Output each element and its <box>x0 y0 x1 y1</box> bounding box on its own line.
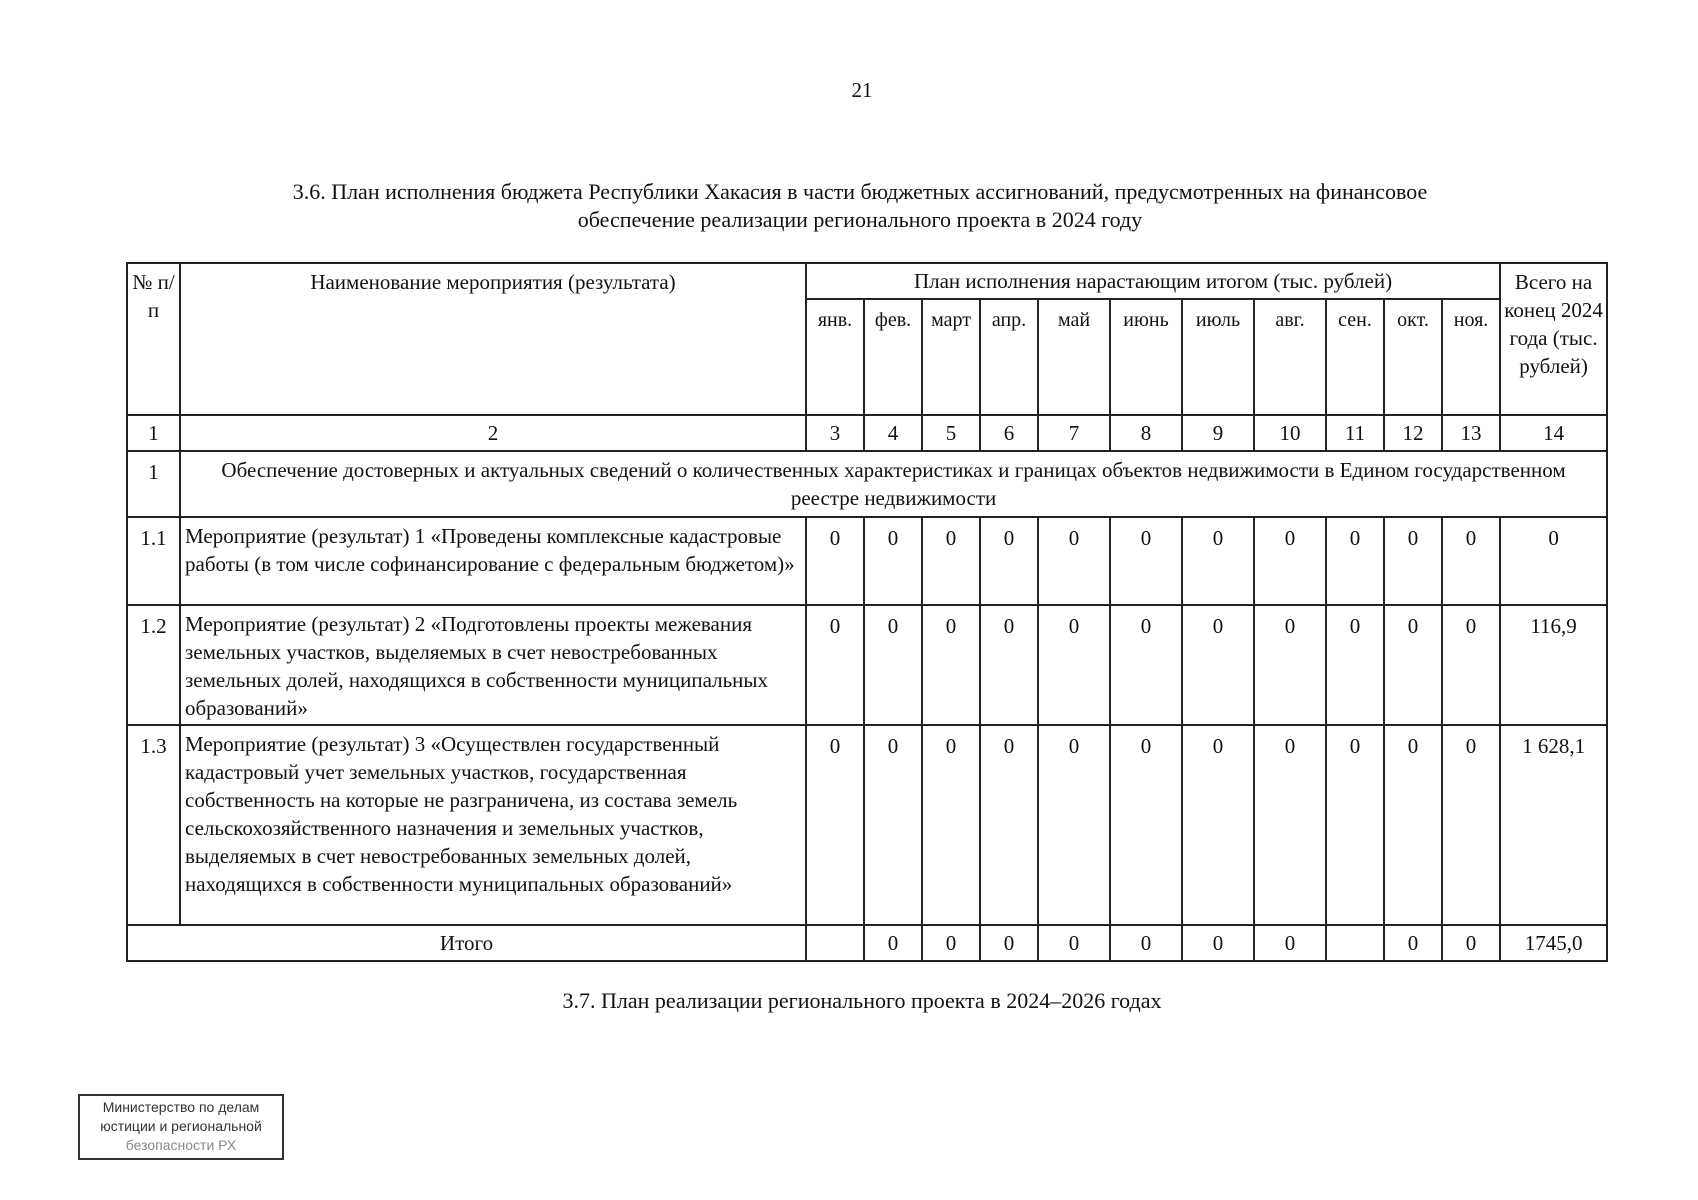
column-number: 13 <box>1442 415 1500 451</box>
column-number: 5 <box>922 415 980 451</box>
month-value: 0 <box>1326 605 1384 725</box>
month-value: 0 <box>1254 517 1326 605</box>
page-number: 21 <box>851 78 873 102</box>
row-name: Мероприятие (результат) 3 «Осуществлен государственный кадастровый учет земельных участков, государственная собственность на которые не разграничена, из состава земель сельскохозяйственного назначения и земельных участков, выделяемых в счет невостребованных земельных долей, находящихся в собственности муниципальных образований» <box>180 725 806 925</box>
section-title: Обеспечение достоверных и актуальных сведений о количественных характеристиках и границах объектов недвижимости в Едином государственном реестре недвижимости <box>180 451 1607 517</box>
month-value: 0 <box>1442 517 1500 605</box>
month-value: 0 <box>1254 725 1326 925</box>
section-num: 1 <box>127 451 180 517</box>
sum-month-value: 0 <box>1182 925 1254 961</box>
sum-total: 1745,0 <box>1500 925 1607 961</box>
header-month: янв. <box>806 299 864 415</box>
sum-label: Итого <box>127 925 806 961</box>
row-name: Мероприятие (результат) 2 «Подготовлены проекты межевания земельных участков, выделяемых в счет невостребованных земельных долей, находящихся в собственности муниципальных образований» <box>180 605 806 725</box>
row-total: 0 <box>1500 517 1607 605</box>
month-value: 0 <box>1182 725 1254 925</box>
header-month: апр. <box>980 299 1038 415</box>
month-value: 0 <box>1384 605 1442 725</box>
row-total: 1 628,1 <box>1500 725 1607 925</box>
month-value: 0 <box>1182 605 1254 725</box>
budget-plan-table <box>126 262 1608 962</box>
month-value: 0 <box>1442 605 1500 725</box>
header-num: № п/п <box>127 263 180 415</box>
column-number: 10 <box>1254 415 1326 451</box>
table-row <box>127 517 1607 605</box>
header-month: авг. <box>1254 299 1326 415</box>
sum-month-value <box>1326 925 1384 961</box>
month-value: 0 <box>806 725 864 925</box>
table-row <box>127 605 1607 725</box>
next-section-heading: 3.7. План реализации регионального проекта в 2024–2026 годах <box>562 988 1162 1013</box>
column-number: 3 <box>806 415 864 451</box>
column-number: 2 <box>180 415 806 451</box>
month-value: 0 <box>1182 517 1254 605</box>
row-num: 1.1 <box>127 517 180 605</box>
stamp-line3: безопасности РХ <box>125 1137 237 1153</box>
month-value: 0 <box>980 725 1038 925</box>
month-value: 0 <box>1254 605 1326 725</box>
month-value: 0 <box>1384 517 1442 605</box>
sum-row <box>127 925 1607 961</box>
column-number: 7 <box>1038 415 1110 451</box>
month-value: 0 <box>1038 517 1110 605</box>
month-value: 0 <box>1110 517 1182 605</box>
table-row <box>127 725 1607 925</box>
header-month: март <box>922 299 980 415</box>
column-number: 9 <box>1182 415 1254 451</box>
sum-month-value: 0 <box>980 925 1038 961</box>
month-value: 0 <box>806 517 864 605</box>
month-value: 0 <box>864 725 922 925</box>
month-value: 0 <box>1038 725 1110 925</box>
column-number: 8 <box>1110 415 1182 451</box>
month-value: 0 <box>980 517 1038 605</box>
row-name: Мероприятие (результат) 1 «Проведены комплексные кадастровые работы (в том числе софинансирование с федеральным бюджетом)» <box>180 517 806 605</box>
sum-month-value: 0 <box>1110 925 1182 961</box>
sum-month-value: 0 <box>1254 925 1326 961</box>
row-num: 1.2 <box>127 605 180 725</box>
month-value: 0 <box>922 725 980 925</box>
ministry-stamp <box>78 1094 284 1160</box>
row-total: 116,9 <box>1500 605 1607 725</box>
column-number: 14 <box>1500 415 1607 451</box>
section-heading <box>160 178 1560 234</box>
header-month: июль <box>1182 299 1254 415</box>
header-month: ноя. <box>1442 299 1500 415</box>
sum-month-value: 0 <box>922 925 980 961</box>
month-value: 0 <box>864 517 922 605</box>
month-value: 0 <box>1038 605 1110 725</box>
header-month: окт. <box>1384 299 1442 415</box>
month-value: 0 <box>806 605 864 725</box>
month-value: 0 <box>1442 725 1500 925</box>
sum-month-value: 0 <box>1038 925 1110 961</box>
row-num: 1.3 <box>127 725 180 925</box>
header-row-1 <box>127 263 1607 299</box>
column-number: 12 <box>1384 415 1442 451</box>
header-plan: План исполнения нарастающим итогом (тыс. рублей) <box>806 263 1500 299</box>
column-number: 6 <box>980 415 1038 451</box>
header-total: Всего на конец 2024 года (тыс. рублей) <box>1500 263 1607 415</box>
month-value: 0 <box>1110 605 1182 725</box>
sum-month-value <box>806 925 864 961</box>
month-value: 0 <box>1326 725 1384 925</box>
stamp-line2: юстиции и региональной <box>100 1118 262 1134</box>
header-month: июнь <box>1110 299 1182 415</box>
column-number: 11 <box>1326 415 1384 451</box>
section-heading-line1: 3.6. План исполнения бюджета Республики Хакасия в части бюджетных ассигнований, предусмотренных на финансовое <box>292 179 1428 204</box>
column-number: 1 <box>127 415 180 451</box>
month-value: 0 <box>864 605 922 725</box>
header-month: фев. <box>864 299 922 415</box>
header-month: сен. <box>1326 299 1384 415</box>
stamp-line1: Министерство по делам <box>102 1099 260 1115</box>
section-heading-line2: обеспечение реализации регионального проекта в 2024 году <box>577 207 1143 232</box>
month-value: 0 <box>1384 725 1442 925</box>
month-value: 0 <box>1110 725 1182 925</box>
sum-month-value: 0 <box>864 925 922 961</box>
month-value: 0 <box>922 517 980 605</box>
header-month: май <box>1038 299 1110 415</box>
month-value: 0 <box>1326 517 1384 605</box>
month-value: 0 <box>922 605 980 725</box>
column-numbers-row <box>127 415 1607 451</box>
column-number: 4 <box>864 415 922 451</box>
header-name: Наименование мероприятия (результата) <box>180 263 806 415</box>
sum-month-value: 0 <box>1384 925 1442 961</box>
month-value: 0 <box>980 605 1038 725</box>
sum-month-value: 0 <box>1442 925 1500 961</box>
section-row <box>127 451 1607 517</box>
